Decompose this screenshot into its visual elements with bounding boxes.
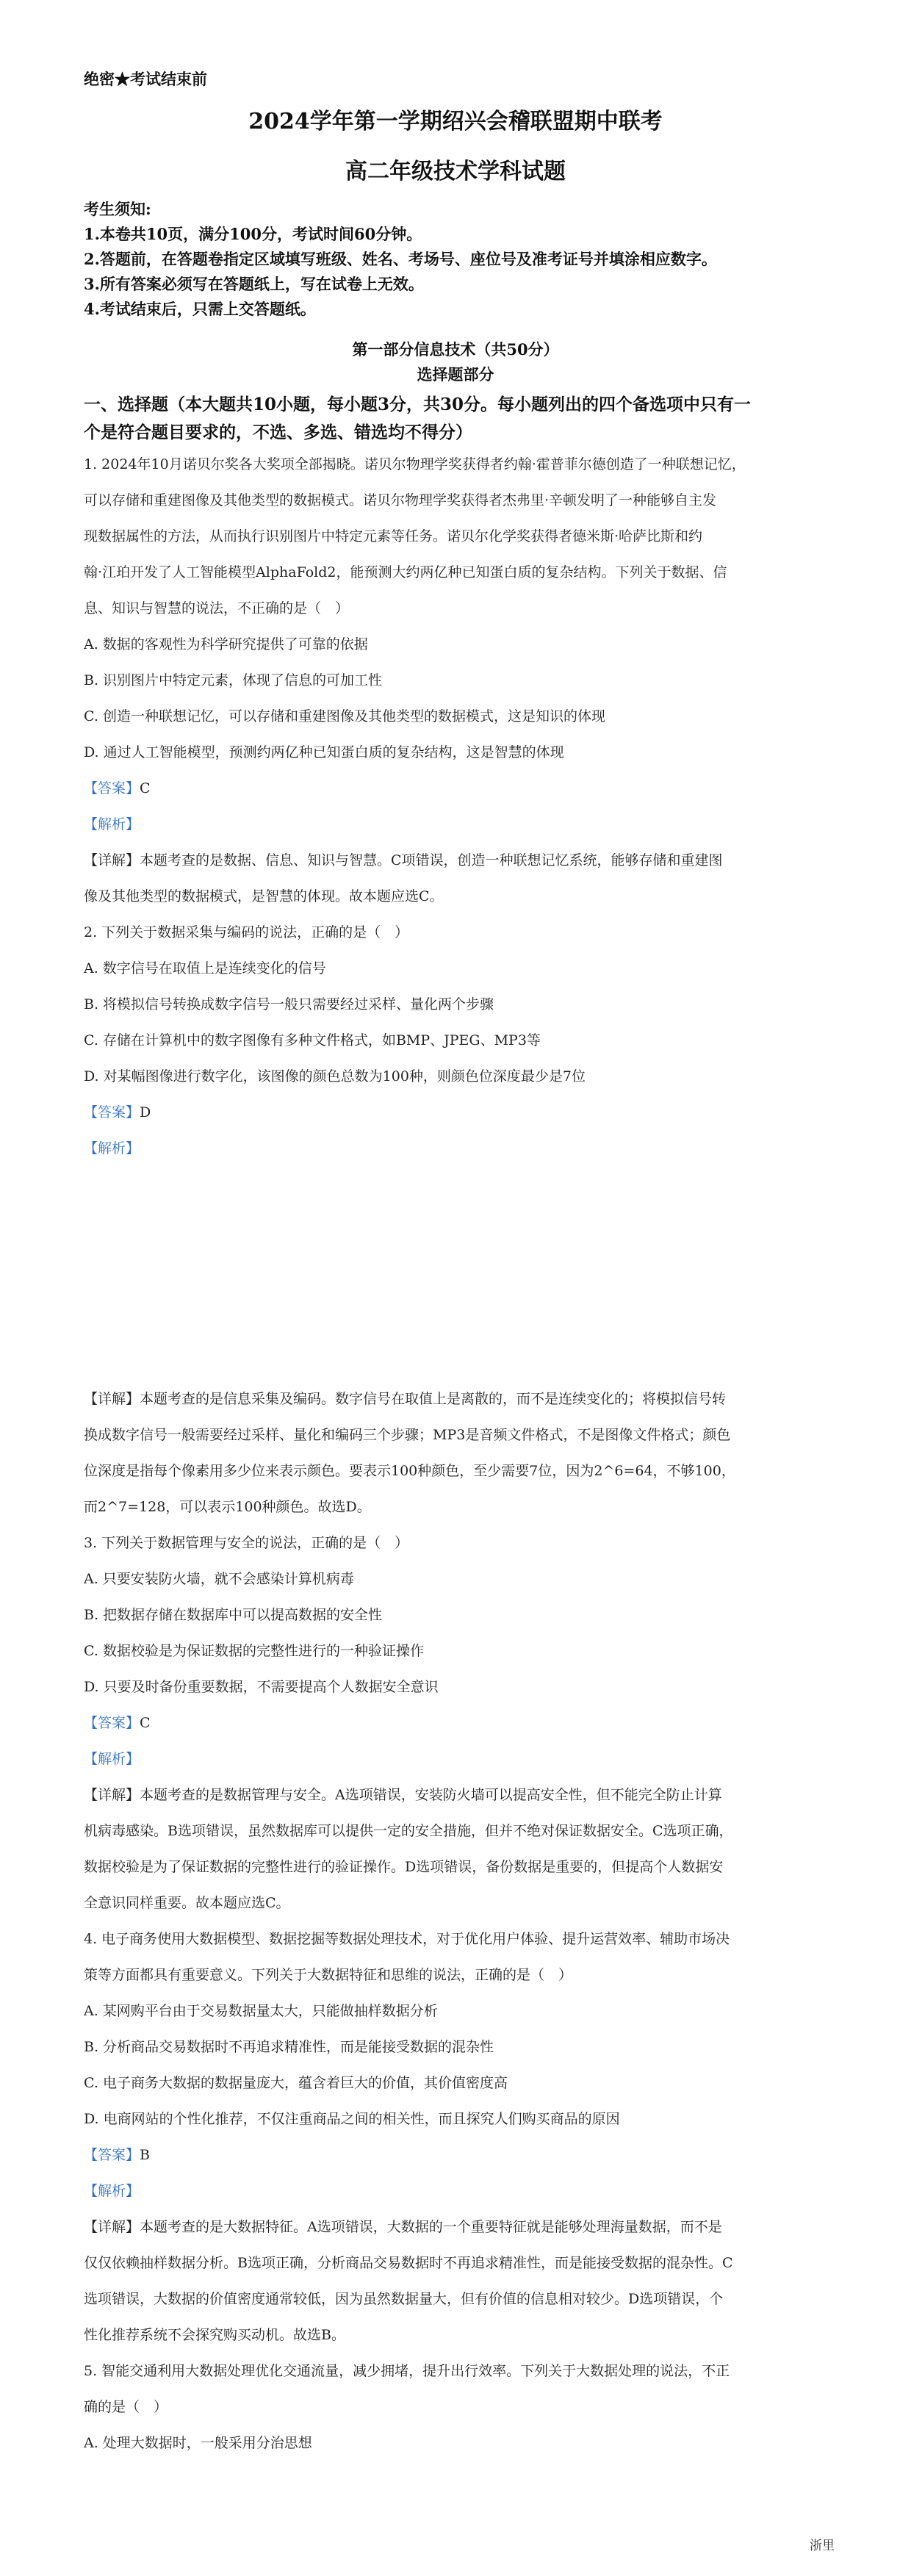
analysis-label: 【解析】 [84, 1140, 140, 1156]
option-c: C. 存储在计算机中的数字图像有多种文件格式，如BMP、JPEG、MP3等 [84, 1032, 541, 1048]
candidate-notice [84, 197, 833, 322]
page-footer: 浙里 [810, 2539, 835, 2553]
question-stem: 确的是（ ） [84, 2399, 168, 2415]
answer-value: C [140, 1715, 151, 1731]
question-stem: 2. 下列关于数据采集与编码的说法，正确的是（ ） [84, 924, 409, 940]
detail-label: 【详解】 [84, 2219, 140, 2235]
answer-label: 【答案】 [84, 780, 140, 796]
answer-label: 【答案】 [84, 1715, 140, 1731]
detail-line: 位深度是指每个像素用多少位来表示颜色。要表示100种颜色，至少需要7位，因为2^6=64，不够100， [84, 1463, 735, 1479]
option-a: A. 数字信号在取值上是连续变化的信号 [84, 960, 326, 976]
answer-line [84, 771, 833, 807]
notice-item: 4.考试结束后，只需上交答题纸。 [84, 300, 316, 318]
notice-item: 1.本卷共10页，满分100分，考试时间60分钟。 [84, 225, 422, 243]
option-a: A. 只要安装防火墙，就不会感染计算机病毒 [84, 1571, 354, 1587]
questions-body [84, 447, 833, 2461]
question-stem: 3. 下列关于数据管理与安全的说法，正确的是（ ） [84, 1535, 409, 1551]
detail-line: 性化推荐系统不会探究购买动机。故选B。 [84, 2327, 345, 2343]
answer-value: B [140, 2147, 150, 2163]
question-2 [84, 915, 833, 1525]
option-b: B. 把数据存储在数据库中可以提高数据的安全性 [84, 1607, 383, 1623]
option-a: A. 某网购平台由于交易数据量太大，只能做抽样数据分析 [84, 2003, 438, 2019]
question-1 [84, 447, 833, 915]
analysis-label: 【解析】 [84, 2183, 140, 2199]
question-stem: 5. 智能交通利用大数据处理优化交通流量，减少拥堵，提升出行效率。下列关于大数据处理的说法，不正 [84, 2363, 730, 2379]
option-a: A. 数据的客观性为科学研究提供了可靠的依据 [84, 636, 368, 652]
detail-line: 【详解】本题考查的是信息采集及编码。数字信号在取值上是离散的，而不是连续变化的；将模拟信号转 [84, 1391, 727, 1407]
detail-line: 换成数字信号一般需要经过采样、量化和编码三个步骤；MP3是音频文件格式，不是图像文件格式；颜色 [84, 1427, 731, 1443]
analysis-label: 【解析】 [84, 816, 140, 832]
secret-mark: 绝密★考试结束前 [84, 70, 207, 88]
question-stem: 4. 电子商务使用大数据模型、数据挖掘等数据处理技术，对于优化用户体验、提升运营效率、辅助市场决 [84, 1931, 730, 1947]
subpart-heading: 选择题部分 [417, 365, 494, 384]
question-stem: 1. 2024年10月诺贝尔奖各大奖项全部揭晓。诺贝尔物理学奖获得者约翰·霍普菲尔德创造了一种联想记忆， [84, 456, 746, 472]
answer-line [84, 1705, 833, 1741]
question-stem: 翰·江珀开发了人工智能模型AlphaFold2，能预测大约两亿种已知蛋白质的复杂结构。下列关于数据、信 [84, 564, 727, 580]
option-c: C. 电子商务大数据的数据量庞大，蕴含着巨大的价值，其价值密度高 [84, 2075, 508, 2091]
option-c: C. 数据校验是为保证数据的完整性进行的一种验证操作 [84, 1643, 424, 1659]
detail-line: 【详解】本题考查的是数据管理与安全。A选项错误，安装防火墙可以提高安全性，但不能完全防止计算 [84, 1787, 722, 1803]
part-heading: 第一部分信息技术（共50分） [352, 340, 559, 359]
option-b: B. 分析商品交易数据时不再追求精准性，而是能接受数据的混杂性 [84, 2039, 494, 2055]
option-c: C. 创造一种联想记忆，可以存储和重建图像及其他类型的数据模式，这是知识的体现 [84, 708, 605, 724]
detail-line: 数据校验是为了保证数据的完整性进行的验证操作。D选项错误，备份数据是重要的，但提高个人数据安 [84, 1859, 724, 1875]
exam-title: 2024学年第一学期绍兴会稽联盟期中联考 [248, 109, 663, 134]
answer-line [84, 2137, 833, 2173]
detail-line: 【详解】本题考查的是大数据特征。A选项错误，大数据的一个重要特征就是能够处理海量数据，而不是 [84, 2219, 722, 2235]
option-d: D. 电商网站的个性化推荐，不仅注重商品之间的相关性，而且探究人们购买商品的原因 [84, 2111, 620, 2127]
detail-line: 仅仅依赖抽样数据分析。B选项正确，分析商品交易数据时不再追求精准性，而是能接受数据的混杂性。C [84, 2255, 733, 2271]
question-stem: 策等方面都具有重要意义。下列关于大数据特征和思维的说法，正确的是（ ） [84, 1967, 573, 1983]
answer-value: D [140, 1104, 151, 1120]
question-stem: 息、知识与智慧的说法，不正确的是（ ） [84, 600, 350, 616]
exam-subtitle: 高二年级技术学科试题 [345, 159, 566, 184]
question-3 [84, 1525, 833, 1921]
detail-label: 【详解】 [84, 1787, 140, 1803]
detail-label: 【详解】 [84, 1391, 140, 1407]
question-4 [84, 1921, 833, 2353]
question-stem: 可以存储和重建图像及其他类型的数据模式。诺贝尔物理学奖获得者杰弗里·辛顿发明了一种能够自主发 [84, 492, 717, 508]
detail-line: 【详解】本题考查的是数据、信息、知识与智慧。C项错误，创造一种联想记忆系统，能够存储和重建图 [84, 852, 723, 868]
notice-item: 3.所有答案必须写在答题纸上，写在试卷上无效。 [84, 275, 424, 293]
detail-label: 【详解】 [84, 852, 140, 868]
option-b: B. 将模拟信号转换成数字信号一般只需要经过采样、量化两个步骤 [84, 996, 494, 1012]
section-instruction: 一、选择题（本大题共10小题，每小题3分，共30分。每小题列出的四个备选项中只有一 个是符合题目要求的，不选、多选、错选均不得分） [84, 395, 752, 442]
answer-value: C [140, 780, 151, 796]
option-d: D. 对某幅图像进行数字化，该图像的颜色总数为100种，则颜色位深度最少是7位 [84, 1068, 586, 1084]
analysis-label: 【解析】 [84, 1751, 140, 1767]
detail-line: 机病毒感染。B选项错误，虽然数据库可以提供一定的安全措施，但并不绝对保证数据安全。C选项正确， [84, 1823, 733, 1839]
detail-line: 像及其他类型的数据模式，是智慧的体现。故本题应选C。 [84, 888, 444, 904]
detail-line: 选项错误，大数据的价值密度通常较低，因为虽然数据量大，但有价值的信息相对较少。D选项错误，个 [84, 2291, 724, 2307]
detail-line: 全意识同样重要。故本题应选C。 [84, 1895, 290, 1911]
notice-item: 2.答题前，在答题卷指定区域填写班级、姓名、考场号、座位号及准考证号并填涂相应数字。 [84, 250, 717, 268]
question-stem: 现数据属性的方法，从而执行识别图片中特定元素等任务。诺贝尔化学奖获得者德米斯·哈萨比斯和约 [84, 528, 703, 544]
option-a: A. 处理大数据时，一般采用分治思想 [84, 2435, 312, 2451]
answer-label: 【答案】 [84, 2147, 140, 2163]
answer-line [84, 1095, 833, 1131]
answer-label: 【答案】 [84, 1104, 140, 1120]
blank-space [84, 1167, 833, 1381]
option-d: D. 只要及时备份重要数据，不需要提高个人数据安全意识 [84, 1679, 439, 1695]
question-5 [84, 2353, 833, 2461]
notice-heading: 考生须知: [84, 200, 151, 218]
option-d: D. 通过人工智能模型，预测约两亿种已知蛋白质的复杂结构，这是智慧的体现 [84, 744, 564, 760]
option-b: B. 识别图片中特定元素，体现了信息的可加工性 [84, 672, 383, 688]
detail-line: 而2^7=128，可以表示100种颜色。故选D。 [84, 1499, 371, 1515]
